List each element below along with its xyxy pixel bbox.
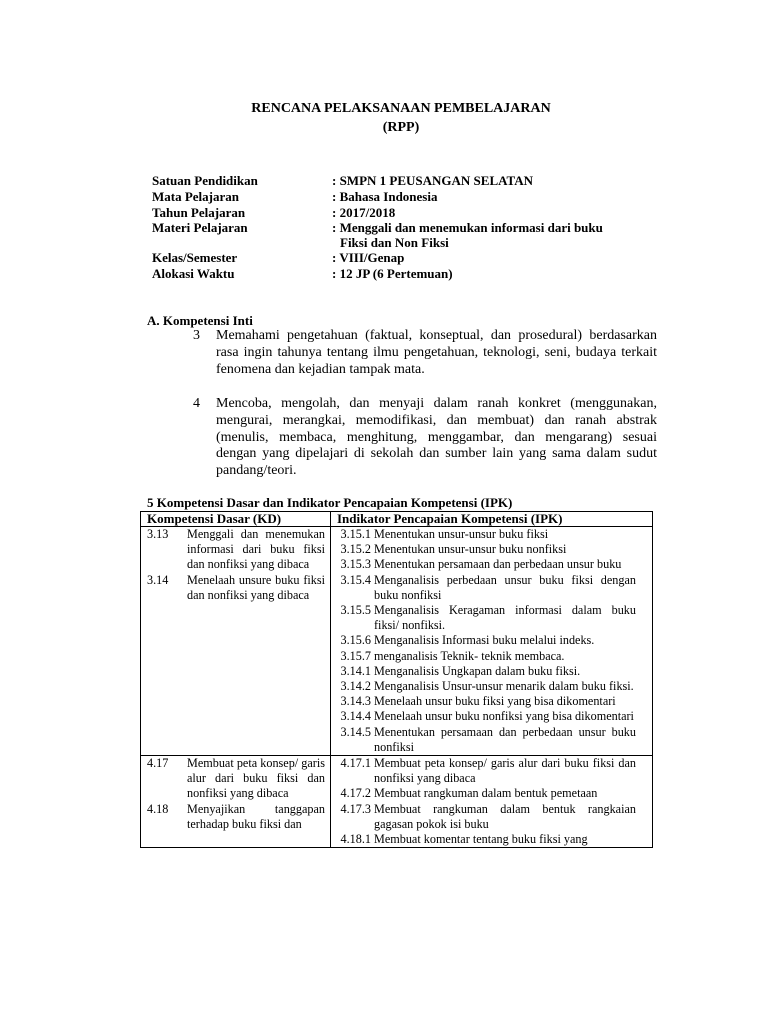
ipk-number: 3.14.2 [340,679,371,694]
kd-item [141,756,330,802]
ipk-item [331,709,652,724]
info-value-materi: : Menggali dan menemukan informasi dari buku [332,220,603,235]
kd-cell [141,527,331,756]
kd-cell [141,756,331,848]
ipk-number: 3.14.4 [340,709,371,724]
ipk-item [331,694,652,709]
ipk-text: Menganalisis Unsur-unsur menarik dalam buku fiksi. [374,679,634,694]
section-5-heading: 5 Kompetensi Dasar dan Indikator Pencapaian Kompetensi (IPK) [147,495,513,510]
ipk-text: Menganalisis Informasi buku melalui indeks. [374,633,595,648]
ipk-number: 4.17.1 [340,756,371,771]
ipk-number: 3.15.2 [340,542,371,557]
kd-ipk-table [140,511,653,848]
ipk-number: 3.15.6 [340,633,371,648]
info-label-kelas: Kelas/Semester [152,250,238,265]
info-value-kelas: : VIII/Genap [332,250,405,265]
ipk-item [331,603,652,633]
ipk-number: 3.15.4 [340,572,371,587]
ipk-text: menganalisis Teknik- teknik membaca. [374,648,565,663]
ipk-item [331,679,652,694]
kd-text: Menyajikan tanggapan terhadap buku fiksi dan [187,801,325,831]
ipk-text: Menentukan persamaan dan perbedaan unsur buku nonfiksi [374,724,636,754]
info-label-tahun: Tahun Pelajaran [152,205,246,220]
kd-number: 3.13 [147,527,169,541]
ipk-item [331,542,652,557]
ipk-item [331,725,652,755]
ipk-item [331,786,652,801]
kd-item [141,573,330,603]
ipk-text: Membuat peta konsep/ garis alur dari buku fiksi dan nonfiksi yang dibaca [374,756,636,786]
ipk-text: Menganalisis Keragaman informasi dalam buku fiksi/ nonfiksi. [374,603,636,633]
ipk-number: 3.15.1 [340,527,371,541]
ipk-number: 3.14.3 [340,694,371,709]
info-label-satuan: Satuan Pendidikan [152,173,258,188]
ki-3-text: Memahami pengetahuan (faktual, konseptual, dan prosedural) berdasarkan rasa ingin tahunya tentang ilmu pengetahuan, teknologi, seni, budaya terkait fenomena dan kejadian tampak mata. [216,328,657,377]
kd-text: Menggali dan menemukan informasi dari buku fiksi dan nonfiksi yang dibaca [187,527,325,572]
ipk-item [331,633,652,648]
ipk-text: Menentukan persamaan dan perbedaan unsur buku [374,557,622,572]
ipk-cell [331,527,653,756]
table-header-row [141,512,653,527]
info-value-materi-cont: Fiksi dan Non Fiksi [340,235,449,250]
ipk-item [331,557,652,572]
ipk-text: Membuat rangkuman dalam bentuk rangkaian gagasan pokok isi buku [374,801,636,831]
kd-number: 4.17 [147,756,169,771]
ipk-cell [331,756,653,848]
info-value-mapel: : Bahasa Indonesia [332,189,438,204]
ipk-text: Menelaah unsur buku nonfiksi yang bisa dikomentari [374,709,634,724]
ipk-number: 4.17.2 [340,786,371,801]
ki-4-number: 4 [193,396,200,411]
ki-3-number: 3 [193,328,200,343]
ipk-item [331,527,652,542]
kd-text: Membuat peta konsep/ garis alur dari buku fiksi dan nonfiksi yang dibaca [187,756,325,801]
ipk-text: Menganalisis perbedaan unsur buku fiksi dengan buku nonfiksi [374,572,636,602]
ipk-number: 3.15.7 [340,648,371,663]
ipk-number: 3.15.3 [340,557,371,572]
ipk-item [331,832,652,847]
ipk-text: Membuat komentar tentang buku fiksi yang [374,832,588,847]
ipk-item [331,802,652,832]
kd-item [141,802,330,832]
ipk-text: Menentukan unsur-unsur buku fiksi [374,527,549,541]
info-label-alokasi: Alokasi Waktu [152,266,235,281]
doc-subtitle: (RPP) [382,120,420,135]
ipk-item [331,649,652,664]
ipk-item [331,664,652,679]
ipk-text: Membuat rangkuman dalam bentuk pemetaan [374,786,598,801]
col-header-kd: Kompetensi Dasar (KD) [141,512,331,527]
ipk-text: Menganalisis Ungkapan dalam buku fiksi. [374,663,581,678]
section-a-heading: A. Kompetensi Inti [147,313,253,328]
ipk-number: 3.14.5 [340,724,371,739]
info-value-alokasi: : 12 JP (6 Pertemuan) [332,266,453,281]
ipk-number: 3.15.5 [340,603,371,618]
kd-number: 3.14 [147,572,169,587]
kd-number: 4.18 [147,801,169,816]
ipk-text: Menelaah unsur buku fiksi yang bisa dikomentari [374,694,616,709]
info-value-satuan: : SMPN 1 PEUSANGAN SELATAN [332,173,534,188]
ipk-item [331,573,652,603]
ipk-number: 4.18.1 [340,832,371,847]
ipk-text: Menentukan unsur-unsur buku nonfiksi [374,542,567,557]
ipk-number: 4.17.3 [340,801,371,816]
info-value-tahun: : 2017/2018 [332,205,396,220]
doc-title: RENCANA PELAKSANAAN PEMBELAJARAN [251,101,551,116]
table-row [141,527,653,756]
col-header-ipk: Indikator Pencapaian Kompetensi (IPK) [331,512,653,527]
table-row [141,756,653,848]
info-label-materi: Materi Pelajaran [152,220,248,235]
ki-4-text: Mencoba, mengolah, dan menyaji dalam ranah konkret (menggunakan, mengurai, merangkai, memodifikasi, dan membuat) dan ranah abstrak (menulis, membaca, menghitung, menggambar, dan mengarang) sesuai dengan yang dipelajari di sekolah dan sumber lain yang sama dalam sudut pandang/teori. [216,396,657,479]
ipk-item [331,756,652,786]
ipk-number: 3.14.1 [340,663,371,678]
kd-text: Menelaah unsure buku fiksi dan nonfiksi yang dibaca [187,572,325,602]
kd-item [141,527,330,573]
info-label-mapel: Mata Pelajaran [152,189,240,204]
